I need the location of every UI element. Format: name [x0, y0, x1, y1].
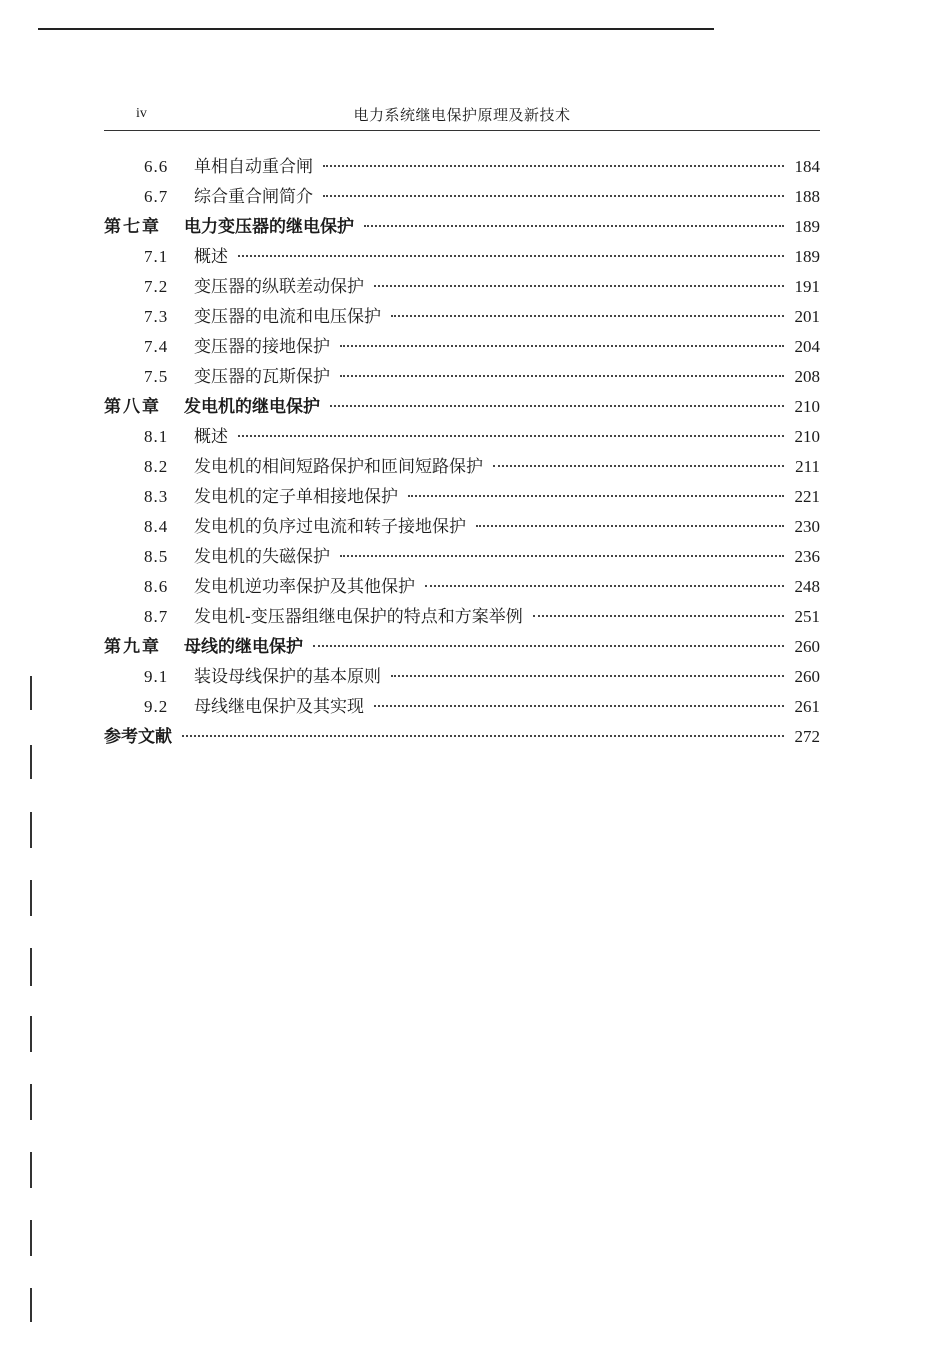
toc-entry-page: 251: [794, 607, 820, 626]
toc-entry-title: 发电机的相间短路保护和匝间短路保护: [194, 457, 483, 477]
dot-leader: [340, 555, 784, 557]
toc-entry-number: 7.2: [144, 277, 169, 296]
toc-entry-page: 201: [794, 307, 820, 326]
table-of-contents: [104, 152, 820, 752]
toc-entry-title: 单相自动重合闸: [194, 157, 313, 177]
toc-entry-number: 6.6: [144, 157, 169, 176]
toc-section-entry: [104, 302, 820, 332]
toc-entry-title: 变压器的接地保护: [194, 337, 330, 357]
running-title: 电力系统继电保护原理及新技术: [353, 106, 571, 124]
toc-section-entry: [104, 332, 820, 362]
toc-entry-page: 204: [794, 337, 820, 356]
toc-entry-title: 变压器的纵联差动保护: [194, 277, 364, 297]
dot-leader: [425, 585, 784, 587]
scan-margin-mark: [30, 1152, 32, 1188]
toc-entry-title: 母线的继电保护: [184, 637, 303, 657]
dot-leader: [476, 525, 784, 527]
toc-entry-number: 8.4: [144, 517, 169, 536]
dot-leader: [493, 465, 784, 467]
toc-entry-page: 230: [794, 517, 820, 536]
scan-margin-mark: [30, 1288, 32, 1322]
dot-leader: [374, 285, 784, 287]
toc-entry-number: 7.3: [144, 307, 169, 326]
toc-entry-number: 9.2: [144, 697, 169, 716]
toc-entry-page: 211: [795, 457, 820, 476]
toc-entry-page: 210: [794, 427, 820, 446]
dot-leader: [374, 705, 784, 707]
toc-section-entry: [104, 692, 820, 722]
toc-entry-title: 参考文献: [104, 727, 172, 747]
page-header: [104, 104, 820, 131]
scan-margin-mark: [30, 745, 32, 779]
toc-chapter-entry: [104, 212, 820, 242]
toc-entry-number: 第八章: [104, 397, 161, 416]
toc-entry-title: 发电机的定子单相接地保护: [194, 487, 398, 507]
scan-margin-mark: [30, 1016, 32, 1052]
toc-entry-title: 综合重合闸简介: [194, 187, 313, 207]
toc-entry-number: 6.7: [144, 187, 169, 206]
toc-entry-title: 发电机的失磁保护: [194, 547, 330, 567]
toc-entry-title: 概述: [194, 427, 228, 447]
page-number: iv: [136, 106, 147, 121]
dot-leader: [391, 675, 784, 677]
dot-leader: [238, 255, 784, 257]
scan-top-border: [38, 28, 714, 30]
toc-entry-title: 发电机的负序过电流和转子接地保护: [194, 517, 466, 537]
dot-leader: [323, 165, 784, 167]
dot-leader: [408, 495, 784, 497]
toc-entry-page: 236: [794, 547, 820, 566]
toc-chapter-entry: [104, 722, 820, 752]
scan-margin-mark: [30, 948, 32, 986]
toc-entry-page: 189: [794, 217, 820, 236]
toc-section-entry: [104, 182, 820, 212]
toc-section-entry: [104, 452, 820, 482]
scan-margin-mark: [30, 812, 32, 848]
dot-leader: [182, 735, 784, 737]
toc-entry-page: 189: [794, 247, 820, 266]
toc-entry-page: 248: [794, 577, 820, 596]
toc-entry-number: 7.5: [144, 367, 169, 386]
toc-entry-page: 261: [794, 697, 820, 716]
toc-entry-page: 184: [794, 157, 820, 176]
toc-entry-title: 变压器的瓦斯保护: [194, 367, 330, 387]
toc-entry-number: 第七章: [104, 217, 161, 236]
toc-entry-page: 272: [794, 727, 820, 746]
toc-entry-title: 电力变压器的继电保护: [184, 217, 354, 237]
toc-entry-title: 发电机逆功率保护及其他保护: [194, 577, 415, 597]
dot-leader: [323, 195, 784, 197]
toc-entry-title: 母线继电保护及其实现: [194, 697, 364, 717]
toc-entry-number: 8.1: [144, 427, 169, 446]
toc-entry-number: 8.5: [144, 547, 169, 566]
toc-entry-title: 变压器的电流和电压保护: [194, 307, 381, 327]
toc-section-entry: [104, 662, 820, 692]
dot-leader: [238, 435, 784, 437]
toc-section-entry: [104, 272, 820, 302]
dot-leader: [313, 645, 784, 647]
toc-section-entry: [104, 572, 820, 602]
toc-chapter-entry: [104, 632, 820, 662]
toc-section-entry: [104, 602, 820, 632]
toc-section-entry: [104, 422, 820, 452]
toc-entry-page: 221: [794, 487, 820, 506]
toc-entry-number: 7.4: [144, 337, 169, 356]
dot-leader: [340, 345, 784, 347]
toc-entry-number: 8.6: [144, 577, 169, 596]
toc-entry-number: 8.2: [144, 457, 169, 476]
toc-entry-number: 7.1: [144, 247, 169, 266]
toc-entry-number: 9.1: [144, 667, 169, 686]
dot-leader: [340, 375, 784, 377]
toc-entry-number: 8.7: [144, 607, 169, 626]
scan-margin-mark: [30, 1220, 32, 1256]
toc-entry-page: 210: [794, 397, 820, 416]
dot-leader: [391, 315, 784, 317]
scan-margin-mark: [30, 1084, 32, 1120]
toc-section-entry: [104, 542, 820, 572]
scan-margin-mark: [30, 676, 32, 710]
toc-chapter-entry: [104, 392, 820, 422]
toc-section-entry: [104, 152, 820, 182]
toc-section-entry: [104, 362, 820, 392]
toc-section-entry: [104, 242, 820, 272]
toc-entry-title: 概述: [194, 247, 228, 267]
toc-entry-title: 发电机-变压器组继电保护的特点和方案举例: [194, 607, 523, 627]
toc-entry-title: 装设母线保护的基本原则: [194, 667, 381, 687]
toc-entry-page: 260: [794, 637, 820, 656]
toc-entry-number: 8.3: [144, 487, 169, 506]
toc-entry-page: 188: [794, 187, 820, 206]
toc-entry-page: 260: [794, 667, 820, 686]
dot-leader: [364, 225, 784, 227]
dot-leader: [533, 615, 784, 617]
toc-entry-number: 第九章: [104, 637, 161, 656]
dot-leader: [330, 405, 784, 407]
toc-entry-title: 发电机的继电保护: [184, 397, 320, 417]
toc-section-entry: [104, 482, 820, 512]
toc-section-entry: [104, 512, 820, 542]
toc-entry-page: 208: [794, 367, 820, 386]
toc-entry-page: 191: [794, 277, 820, 296]
scan-margin-mark: [30, 880, 32, 916]
